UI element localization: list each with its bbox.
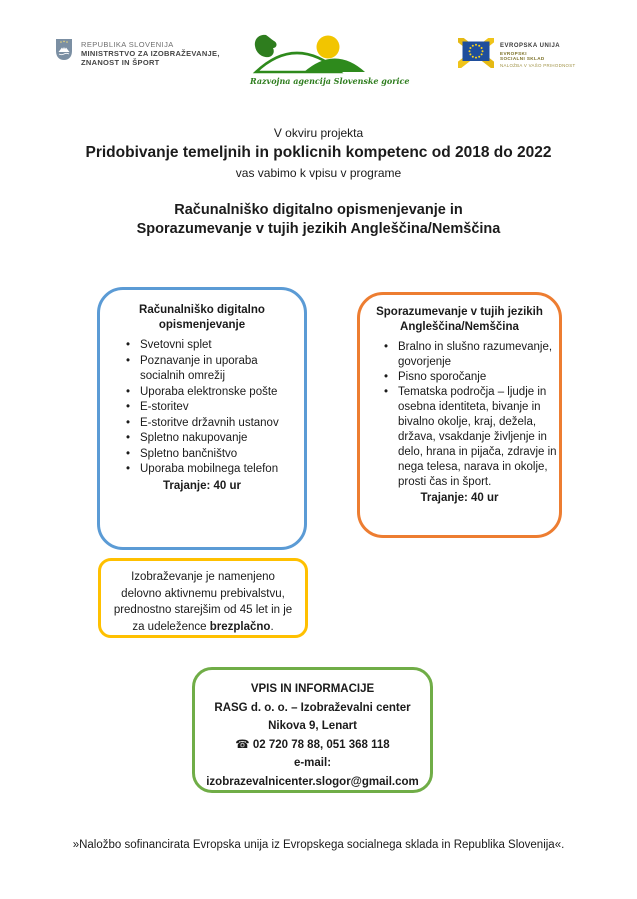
programs-heading-line2: Sporazumevanje v tujih jezikih Angleščina/Nemščina — [136, 221, 501, 237]
bullet-item: • E-storitev — [122, 400, 286, 416]
bullet-item: • Spletno bančništvo — [122, 447, 286, 463]
contact-organization: RASG d. o. o. – Izobraževalni center — [214, 701, 411, 714]
bullet-item: • Tematska področja – ljudje in osebna identiteta, bivanje in bivalno okolje, kraj, dežela, država, vsakdanje življenje in delo, hrana in pijača, zdravje in nega telesa, narava in okolje, prosti čas in šport. — [380, 385, 563, 490]
intro-block — [0, 126, 637, 239]
bullet-item: • E-storitve državnih ustanov — [122, 416, 286, 432]
logo-header — [0, 0, 637, 95]
bullet-item: • Spletno nakupovanje — [122, 431, 286, 447]
notice-bold-word: brezplačno — [209, 620, 271, 633]
programs-heading-line1: Računalniško digitalno opismenjevanje in — [174, 202, 463, 218]
program-computer-duration: Trajanje: 40 ur — [163, 479, 241, 492]
project-pre-line: V okviru projekta — [273, 126, 364, 140]
bullet-item: • Bralno in slušno razumevanje, govorjenje — [380, 340, 563, 370]
project-title: Pridobivanje temeljnih in poklicnih kompetenc od 2018 do 2022 — [85, 144, 552, 161]
program-box-computer — [97, 287, 307, 550]
program-computer-bullet-list — [122, 338, 286, 478]
programs-heading — [0, 201, 637, 239]
program-language-bullet-list — [380, 340, 563, 490]
program-computer-title-line2: opismenjevanje — [158, 319, 246, 331]
ministry-name-line2: ZNANOST IN ŠPORT — [81, 58, 160, 67]
program-language-title-line2: Angleščina/Nemščina — [400, 321, 519, 333]
contact-email-label: e-mail: — [293, 757, 332, 769]
program-language-title-line1: Sporazumevanje v tujih jezikih — [376, 306, 543, 318]
eu-logo-text — [500, 38, 576, 69]
contact-phone-numbers: 02 720 78 88, 051 368 118 — [252, 738, 390, 751]
slovenia-coat-of-arms-icon — [55, 38, 73, 66]
eu-union-label: EVROPSKA UNIJA — [500, 43, 561, 49]
notice-text: Izobraževanje je namenjeno delovno aktivnemu prebivalstvu, prednostno starejšim od 45 let in je za udeležence — [113, 571, 293, 633]
ministry-logo-text — [81, 38, 220, 67]
agency-logo — [250, 32, 410, 86]
eu-fund-line2: SOCIALNI SKLAD — [500, 56, 545, 62]
contact-phone-line — [199, 736, 426, 755]
ministry-name-line1: MINISTRSTVO ZA IZOBRAŽEVANJE, — [81, 49, 220, 58]
contact-box — [192, 667, 433, 793]
notice-box — [98, 558, 308, 638]
eu-logo — [458, 38, 576, 73]
bullet-item: • Pisno sporočanje — [380, 370, 563, 385]
eu-tagline: NALOŽBA V VAŠO PRIHODNOST — [500, 63, 576, 69]
notice-text-end: . — [270, 620, 274, 633]
agency-logo-caption: Razvojna agencija Slovenske gorice — [250, 76, 410, 86]
cofinancing-footer: »Naložbo sofinancirata Evropska unija iz Evropskega socialnega sklada in Republika Slovenija«. — [72, 839, 565, 851]
phone-icon: ☎ — [235, 738, 250, 751]
contact-address: Nikova 9, Lenart — [268, 720, 357, 732]
ministry-logo — [55, 38, 220, 67]
contact-heading: VPIS IN INFORMACIJE — [250, 683, 375, 695]
eu-fund-line1: EVROPSKI — [500, 50, 527, 56]
program-language-title — [366, 305, 553, 335]
program-computer-title — [108, 303, 296, 333]
program-computer-title-line1: Računalniško digitalno — [139, 304, 265, 316]
bullet-item: • Uporaba elektronske pošte — [122, 385, 286, 401]
program-language-duration: Trajanje: 40 ur — [420, 492, 499, 504]
ministry-country: REPUBLIKA SLOVENIJA — [81, 40, 174, 49]
program-box-language — [357, 292, 562, 538]
bullet-item: • Uporaba mobilnega telefon — [122, 462, 286, 478]
bullet-item: • Svetovni splet — [122, 338, 286, 354]
bullet-item: • Poznavanje in uporaba socialnih omrežij — [122, 354, 286, 385]
invite-line: vas vabimo k vpisu v programe — [235, 166, 402, 180]
contact-email: izobrazevalnicenter.slogor@gmail.com — [206, 775, 419, 788]
eu-flag-icon — [458, 38, 494, 73]
